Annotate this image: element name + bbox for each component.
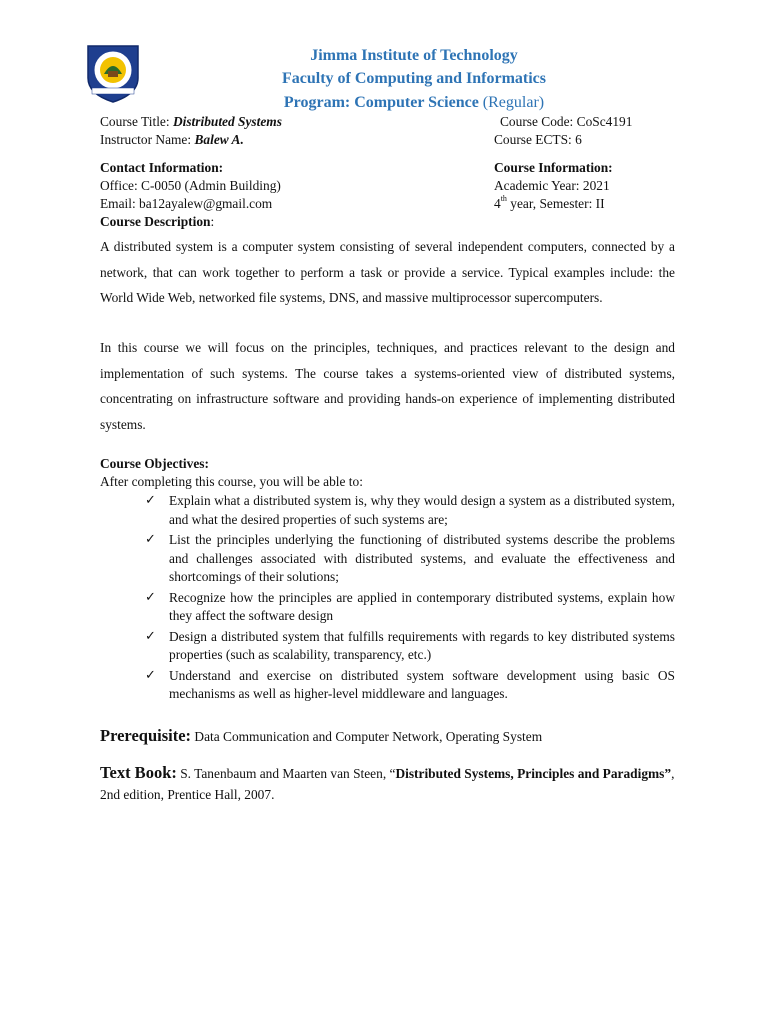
textbook-title: Distributed Systems, Principles and Paradigms” (395, 766, 672, 781)
textbook-authors: S. Tanenbaum and Maarten van Steen, “ (176, 766, 396, 781)
prerequisite (100, 725, 542, 748)
textbook-rest: , 2nd edition, Prentice Hall, 2007. (100, 766, 675, 802)
contact-heading: Contact Information: (100, 160, 224, 175)
course-title (100, 113, 282, 131)
objectives-list (145, 492, 675, 706)
course-title-value: Distributed Systems (172, 114, 282, 129)
check-mark-icon: ✓ (145, 532, 156, 547)
course-code (500, 113, 632, 131)
prerequisite-value: Data Communication and Computer Network, Operating System (191, 729, 543, 744)
list-item: ✓ List the principles underlying the functioning of distributed systems describe the problems and challenges associated with distributed systems, and evaluate the effectiveness and shortcomings of their solutions; (145, 532, 675, 584)
textbook-label: Text Book: (100, 763, 177, 782)
academic-year: Academic Year: 2021 (494, 178, 610, 193)
instructor-label: Instructor Name: (100, 132, 192, 147)
list-item: ✓ Design a distributed system that fulfills requirements with regards to key distributed systems properties (such as scalability, transparency, etc.) (145, 628, 675, 662)
course-title-label: Course Title: (100, 114, 170, 129)
program-line (0, 92, 768, 114)
description-heading: Course Description: (100, 214, 215, 229)
course-ects: Course ECTS: 6 (494, 132, 582, 147)
textbook (100, 762, 680, 805)
course-code-label: Course Code: (500, 114, 574, 129)
program-mode: (Regular) (482, 94, 545, 111)
check-mark-icon: ✓ (145, 493, 156, 508)
institute-name: Jimma Institute of Technology (310, 47, 518, 64)
objectives-intro: After completing this course, you will be able to: (100, 474, 363, 489)
check-mark-icon: ✓ (145, 628, 156, 644)
check-mark-icon: ✓ (145, 589, 156, 605)
check-mark-icon: ✓ (145, 667, 156, 683)
email: Email: ba12ayalew@gmail.com (100, 196, 273, 211)
instructor (100, 131, 244, 149)
list-item: ✓ Explain what a distributed system is, why they would design a system as a distributed system, and what the desired properties of such systems are; (145, 493, 675, 527)
program-label: Program: Computer Science (283, 94, 479, 111)
instructor-value: Balew A. (194, 132, 244, 147)
list-item: ✓ Recognize how the principles are applied in contemporary distributed systems, explain how they affect the software design (145, 589, 675, 623)
year-semester: 4th year, Semester: II (494, 194, 605, 211)
list-item: ✓ Understand and exercise on distributed system software development using basic OS mechanisms as well as higher-level middleware and languages. (145, 667, 675, 701)
course-code-value: CoSc4191 (576, 114, 633, 129)
description-paragraph-1: A distributed system is a computer system consisting of several independent computers, connected by a network, that can work together to perform a task or provide a service. Typical examples include: the World Wide Web, networked file systems, DNS, and massive multiprocessor supercomputers. (100, 239, 675, 305)
prerequisite-label: Prerequisite: (100, 726, 192, 745)
faculty-name: Faculty of Computing and Informatics (281, 70, 546, 87)
course-info-heading: Course Information: (494, 160, 613, 175)
objectives-heading: Course Objectives: (100, 456, 209, 471)
office: Office: C-0050 (Admin Building) (100, 178, 281, 193)
description-paragraph-2: In this course we will focus on the principles, techniques, and practices relevant to the design and implementation of such systems. The course takes a systems-oriented view of distributed systems, concentrating on infrastructure software and providing hands-on experience of implementing distributed systems. (100, 340, 675, 432)
